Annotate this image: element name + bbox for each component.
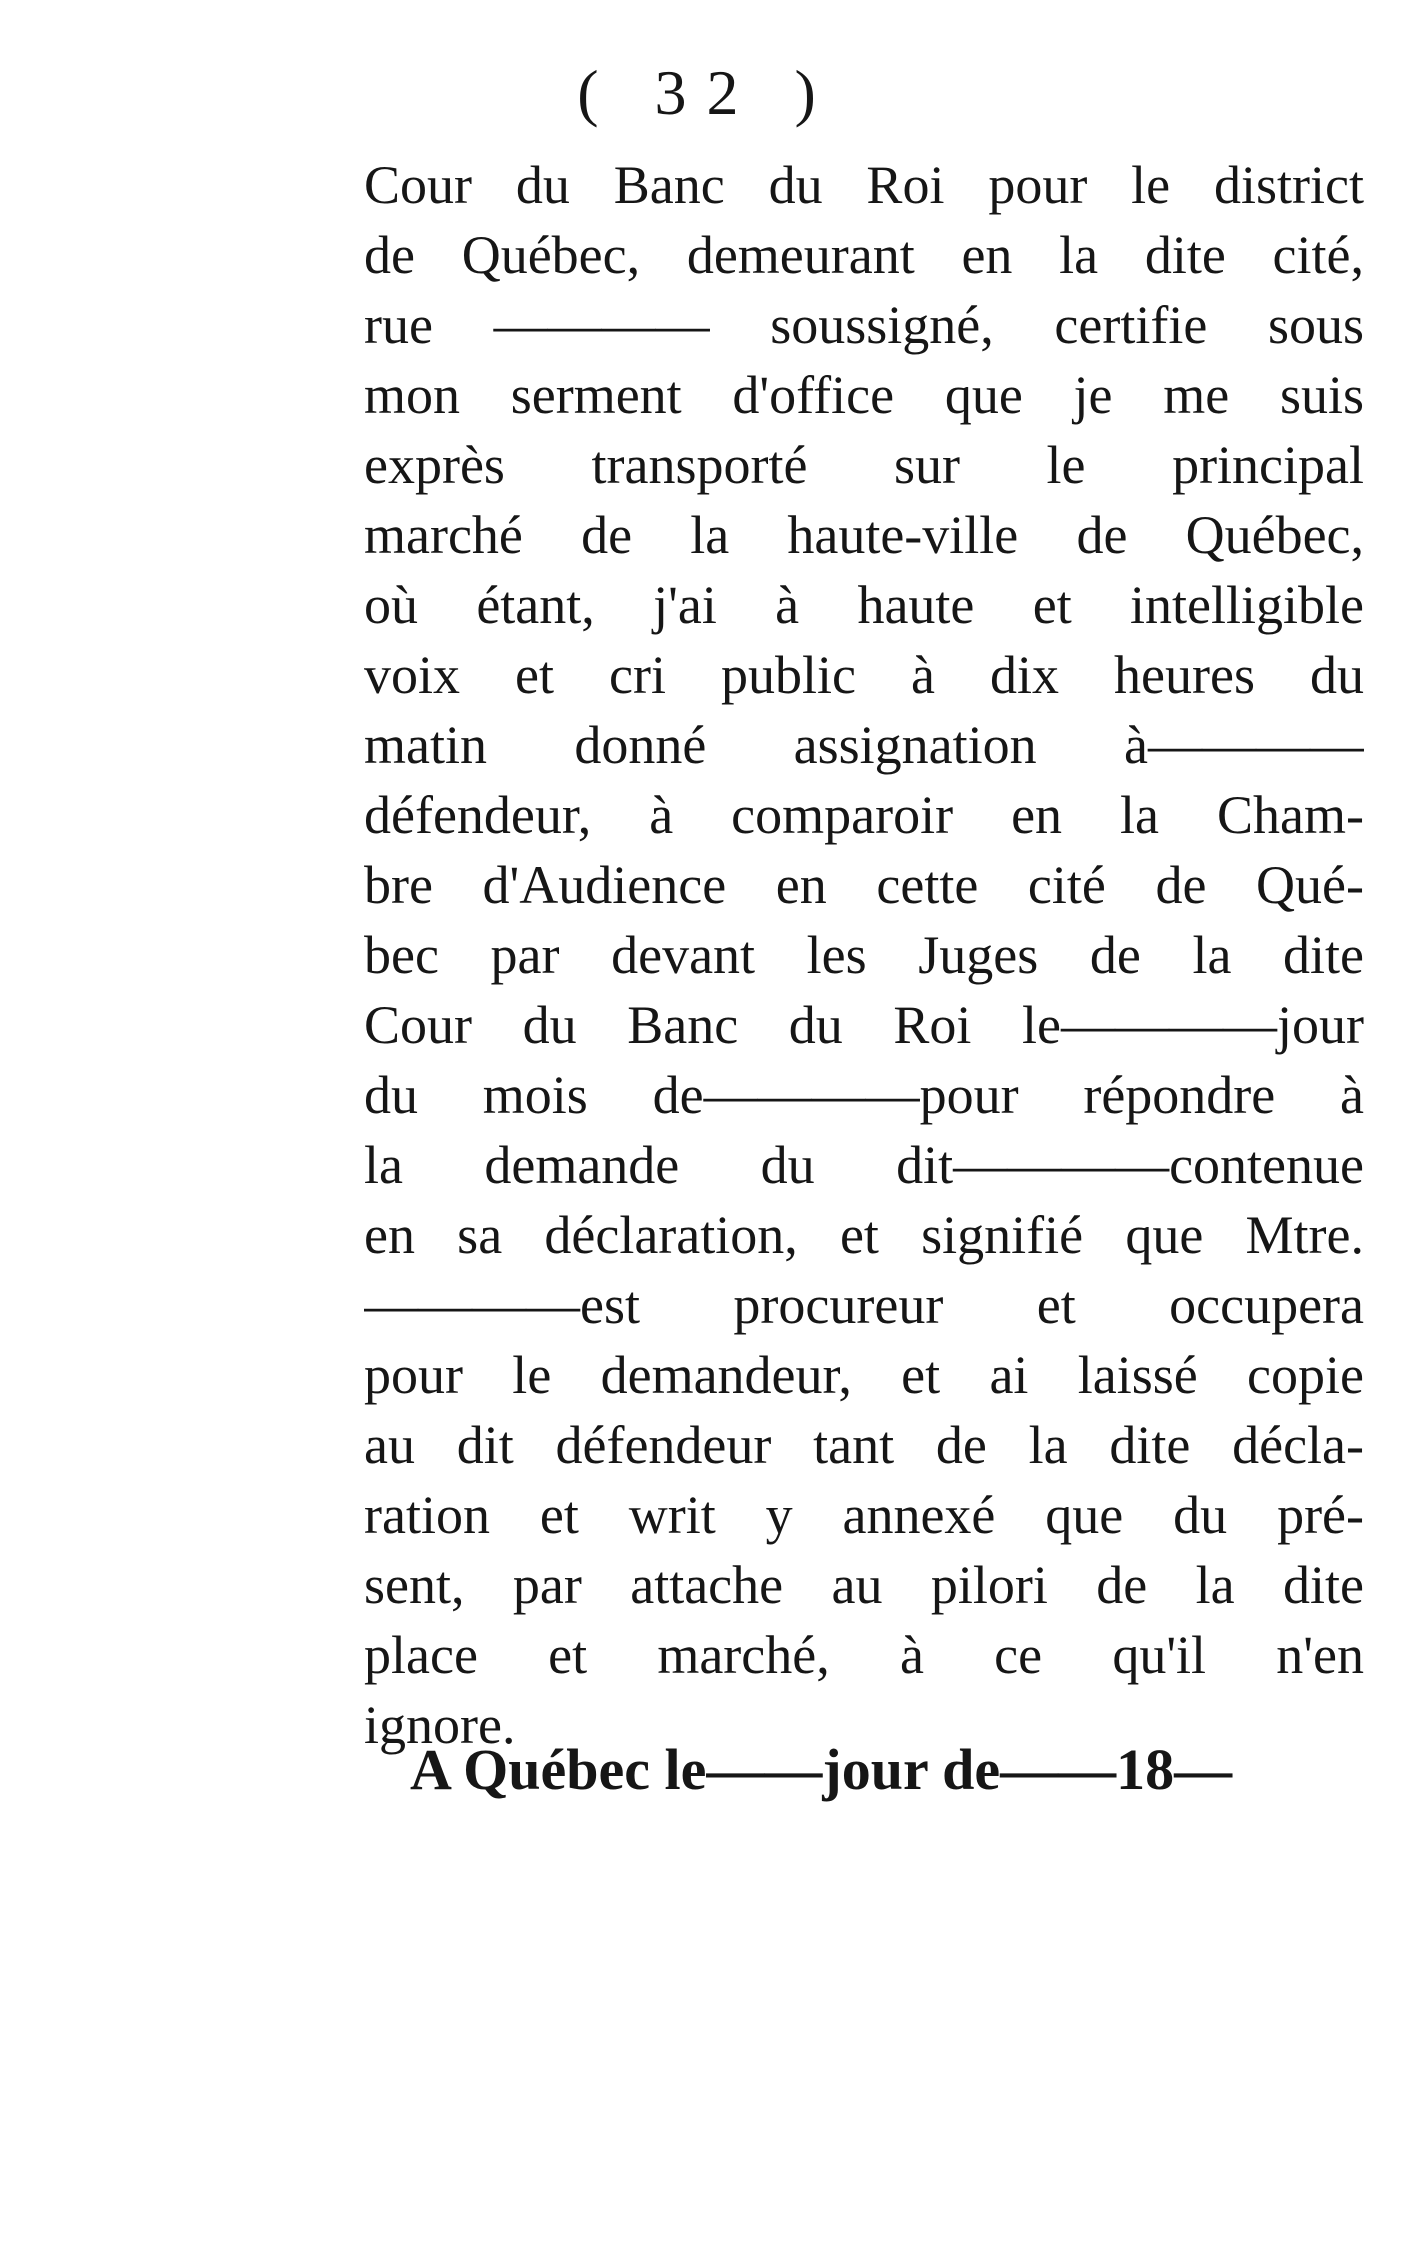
text-line: la demande du dit————contenue	[364, 1135, 1364, 1195]
text-line: sent, par attache au pilori de la dite	[364, 1555, 1364, 1615]
text-line: marché de la haute-ville de Québec,	[364, 505, 1364, 565]
text-line: au dit défendeur tant de la dite décla-	[364, 1415, 1364, 1475]
text-line: Cour du Banc du Roi pour le district	[364, 155, 1364, 215]
text-line: matin donné assignation à————	[364, 715, 1364, 775]
text-line: place et marché, à ce qu'il n'en	[364, 1625, 1364, 1685]
page-number: ( 32 )	[577, 57, 836, 128]
body-text	[364, 150, 1364, 1760]
text-line: du mois de————pour répondre à	[364, 1065, 1364, 1125]
text-line: voix et cri public à dix heures du	[364, 645, 1364, 705]
text-line: Cour du Banc du Roi le————jour	[364, 995, 1364, 1055]
text-line: ————est procureur et occupera	[364, 1275, 1364, 1335]
closing-line: A Québec le——jour de——18—	[410, 1737, 1233, 1802]
text-line: rue ———— soussigné, certifie sous	[364, 295, 1364, 355]
text-line: pour le demandeur, et ai laissé copie	[364, 1345, 1364, 1405]
text-line: mon serment d'office que je me suis	[364, 365, 1364, 425]
text-line: bre d'Audience en cette cité de Qué-	[364, 855, 1364, 915]
text-line: défendeur, à comparoir en la Cham-	[364, 785, 1364, 845]
text-line: où étant, j'ai à haute et intelligible	[364, 575, 1364, 635]
text-line: exprès transporté sur le principal	[364, 435, 1364, 495]
text-line: ignore.	[364, 1695, 516, 1755]
text-line: bec par devant les Juges de la dite	[364, 925, 1364, 985]
text-line: de Québec, demeurant en la dite cité,	[364, 225, 1364, 285]
text-line: en sa déclaration, et signifié que Mtre.	[364, 1205, 1364, 1265]
text-line: ration et writ y annexé que du pré-	[364, 1485, 1364, 1545]
